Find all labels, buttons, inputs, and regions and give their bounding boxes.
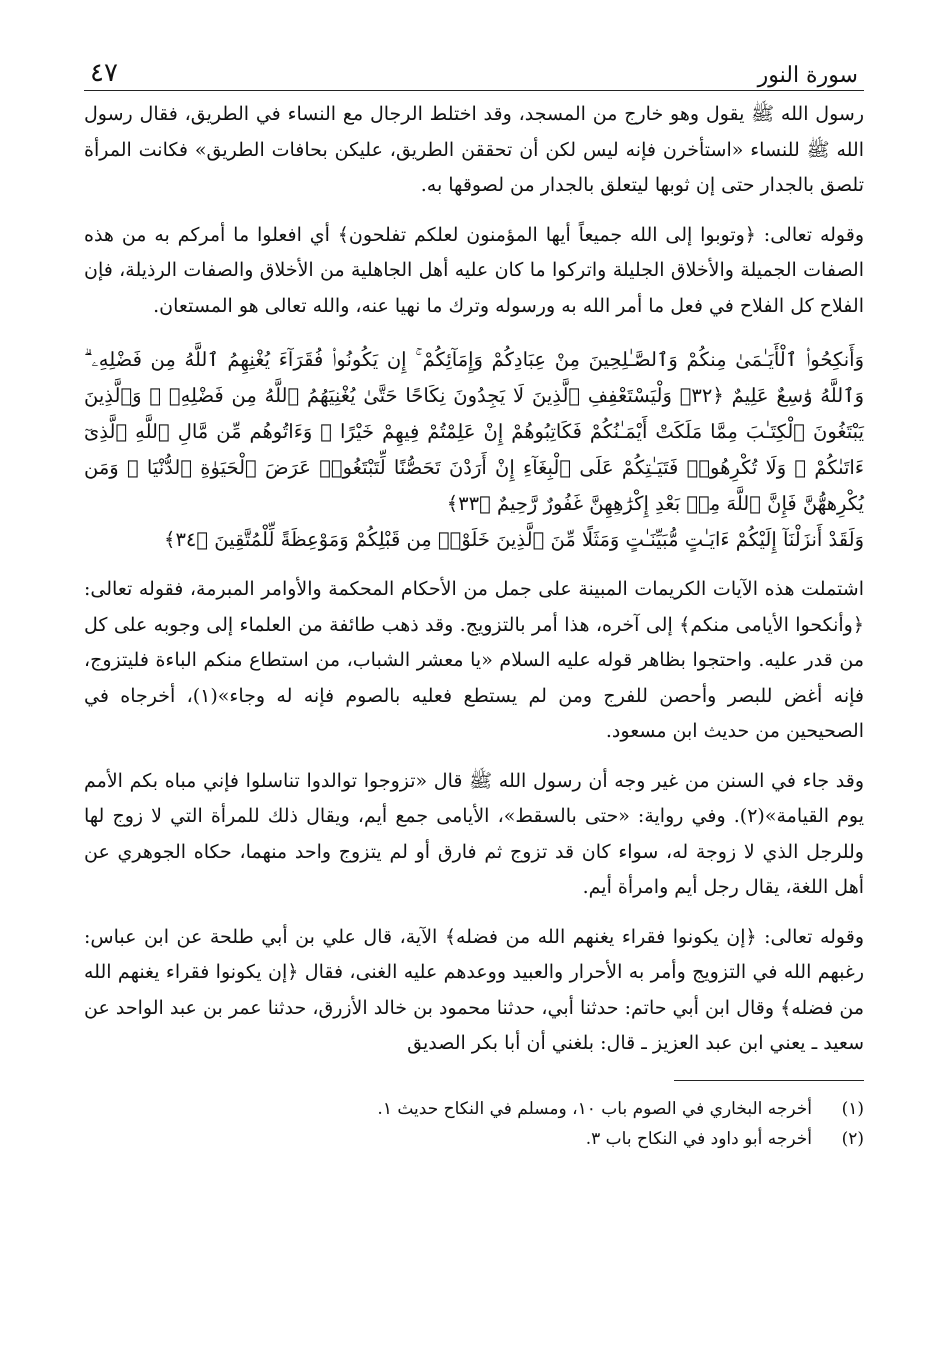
paragraph-4: وقد جاء في السنن من غير وجه أن رسول الله ﷺ قال «تزوجوا توالدوا تناسلوا فإني مباه بكم الأمم يوم القيامة»(٢). وفي رواية: «حتى بالسقط»، الأيامى جمع أيم، ويقال ذلك للمرأة التي لا زوج لها وللرجل الذي لا زوجة له، سواء كان قد تزوج ثم فارق أو لم يتزوج واحد منهما، حكاه الجوهري عن أهل اللغة، يقال رجل أيم وامرأة أيم. [84,769,864,898]
paragraph-gap [84,750,864,764]
page-number: ٤٧ [90,58,118,88]
book-page [84,52,864,1154]
paragraph-gap [84,204,864,218]
footnote-text: أخرجه البخاري في الصوم باب ١٠، ومسلم في النكاح حديث ١. [377,1098,812,1119]
footnotes [84,1080,864,1154]
footnote-number: (٢) [841,1128,864,1149]
footnote-text: أخرجه أبو داود في النكاح باب ٣. [585,1128,812,1149]
footnote-number: (١) [841,1098,864,1119]
footnote-1 [84,1094,864,1124]
surah-title: سورة النور [757,63,858,88]
paragraph-2: وقوله تعالى: ﴿وتوبوا إلى الله جميعاً أيها المؤمنون لعلكم تفلحون﴾ أي افعلوا ما أمركم به من هذه الصفات الجميلة والأخلاق الجليلة واتركوا ما كان عليه أهل الجاهلية من الأخلاق والصفات الرذيلة، فإن الفلاح كل الفلاح في فعل ما أمر الله به ورسوله وترك ما نهيا عنه، والله تعالى هو المستعان. [84,223,864,317]
quran-verse-33: وَلْيَسْتَعْفِفِ ٱلَّذِينَ لَا يَجِدُونَ نِكَاحًا حَتَّىٰ يُغْنِيَهُمُ ٱللَّهُ مِن فَضْلِهِۦ ۗ وَٱلَّذِينَ يَبْتَغُونَ ٱلْكِتَـٰبَ مِمَّا مَلَكَتْ أَيْمَـٰنُكُمْ فَكَاتِبُوهُمْ إِنْ عَلِمْتُمْ فِيهِمْ خَيْرًا ۖ وَءَاتُوهُم مِّن مَّالِ ٱللَّهِ ٱلَّذِىٓ ءَاتَىٰكُمْ ۚ وَلَا تُكْرِهُوا۟ فَتَيَـٰتِكُمْ عَلَى ٱلْبِغَآءِ إِنْ أَرَدْنَ تَحَصُّنًا لِّتَبْتَغُوا۟ عَرَضَ ٱلْحَيَوٰةِ ٱلدُّنْيَا ۚ وَمَن يُكْرِههُّنَّ فَإِنَّ ٱللَّهَ مِنۢ بَعْدِ إِكْرَٰهِهِنَّ غَفُورٌ رَّحِيمٌ ﴿٣٣﴾ [84,384,864,515]
footnote-2 [84,1124,864,1154]
paragraph-1: رسول الله ﷺ يقول وهو خارج من المسجد، وقد اختلط الرجال مع النساء في الطريق، فقال رسول الله ﷺ للنساء «استأخرن فإنه ليس لكن أن تحققن الطريق، عليكن بحافات الطريق» فكانت المرأة تلصق بالجدار حتى إن ثوبها ليتعلق بالجدار من لصوقها به. [84,103,864,196]
page-header [84,52,864,91]
paragraph-3: اشتملت هذه الآيات الكريمات المبينة على جمل من الأحكام المحكمة والأوامر المبرمة، فقوله تعالى: ﴿وأنكحوا الأيامى منكم﴾ إلى آخره، هذا أمر بالتزويج. وقد ذهب طائفة من العلماء إلى وجوبه على كل من قدر عليه. واحتجوا بظاهر قوله عليه السلام «يا معشر الشباب، من استطاع منكم الباءة فليتزوج، فإنه أغض للبصر وأحصن للفرج ومن لم يستطع فعليه بالصوم فإنه له وجاء»(١)، أخرجاه في الصحيحين من حديث ابن مسعود. [84,578,864,742]
quran-verse-32: وَأَنكِحُوا۟ ٱلْأَيَـٰمَىٰ مِنكُمْ وَٱلصَّـٰلِحِينَ مِنْ عِبَادِكُمْ وَإِمَآئِكُمْ ۚ إِن يَكُونُوا۟ فُقَرَآءَ يُغْنِهِمُ ٱللَّهُ مِن فَضْلِهِۦ ۗ وَٱللَّهُ وَٰسِعٌ عَلِيمٌ ﴿٣٢﴾ [84,348,864,407]
paragraph-gap [84,558,864,572]
quran-verses-block [84,342,864,558]
quran-verse-34: وَلَقَدْ أَنزَلْنَآ إِلَيْكُمْ ءَايَـٰتٍ مُّبَيِّنَـٰتٍ وَمَثَلًا مِّنَ ٱلَّذِينَ خَلَوْا۟ مِن قَبْلِكُمْ وَمَوْعِظَةً لِّلْمُتَّقِينَ ﴿٣٤﴾ [164,528,864,551]
paragraph-5: وقوله تعالى: ﴿إن يكونوا فقراء يغنهم الله من فضله﴾ الآية، قال علي بن أبي طلحة عن ابن عباس: رغبهم الله في التزويج وأمر به الأحرار والعبيد ووعدهم عليه الغنى، فقال ﴿إن يكونوا فقراء يغنهم الله من فضله﴾ وقال ابن أبي حاتم: حدثنا أبي، حدثنا محمود بن خالد الأزرق، حدثنا عمر بن عبد الواحد عن سعيد ـ يعني ابن عبد العزيز ـ قال: بلغني أن أبا بكر الصديق [84,925,864,1054]
paragraph-gap [84,906,864,920]
footnote-divider [674,1080,864,1081]
